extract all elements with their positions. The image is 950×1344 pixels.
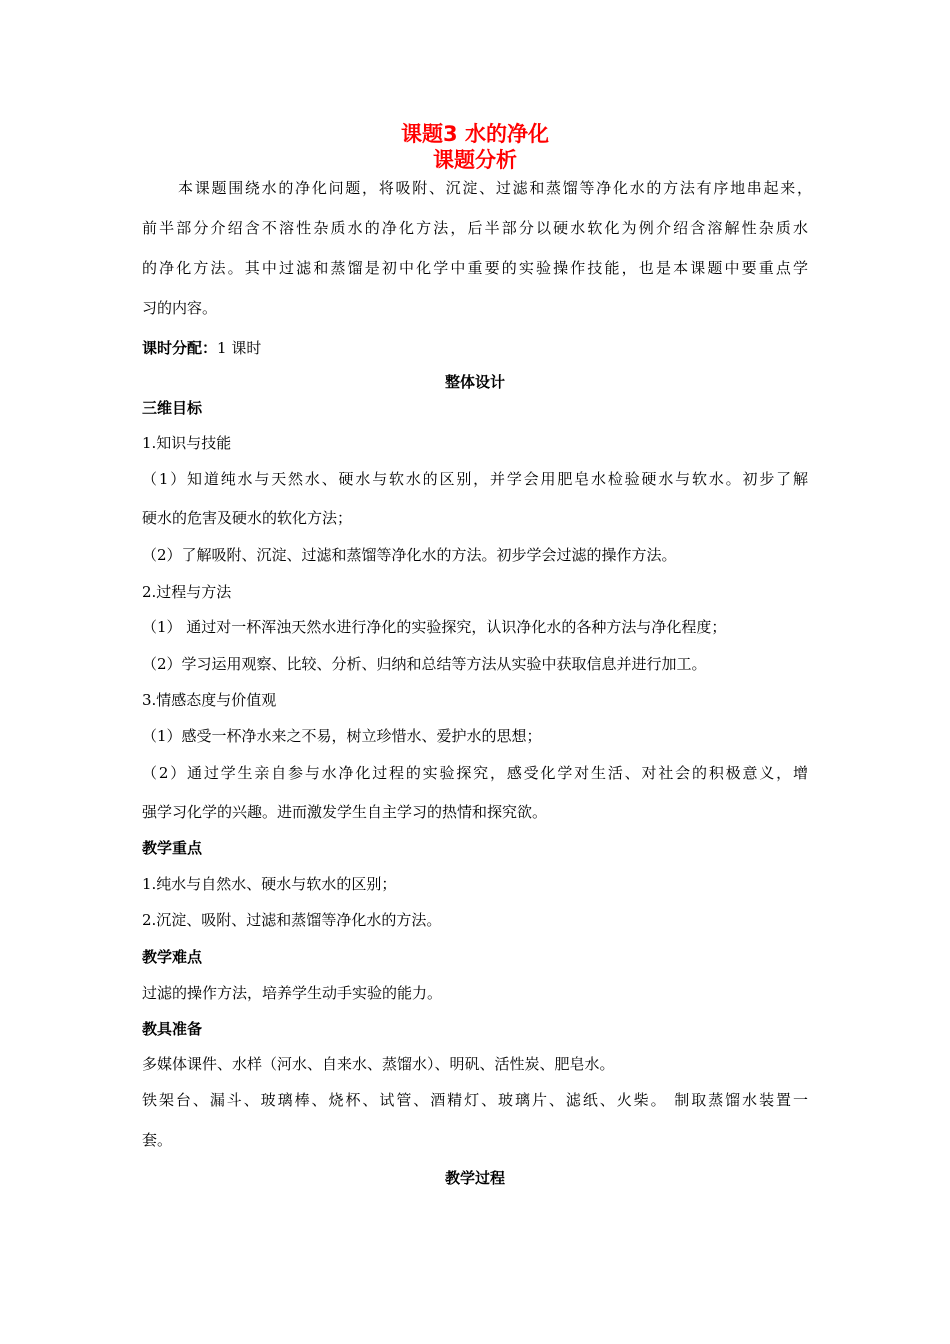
tools-item: 套。: [142, 1131, 173, 1149]
tools-heading: 教具准备: [142, 1020, 203, 1038]
teaching-process-heading: 教学过程: [444, 1169, 505, 1187]
goal1-item: （1）知道纯水与天然水、硬水与软水的区别，并学会用肥皂水检验硬水与软水。初步了解: [142, 470, 808, 488]
lesson-title: 课题3 水的净化: [401, 122, 549, 146]
analysis-line: 的净化方法。其中过滤和蒸馏是初中化学中重要的实验操作技能，也是本课题中要重点学: [142, 259, 808, 277]
goal1-heading: 1.知识与技能: [142, 434, 232, 452]
goal2-heading: 2.过程与方法: [142, 583, 232, 601]
goal1-item: 硬水的危害及硬水的软化方法；: [142, 509, 353, 527]
key-point-item: 2.沉淀、吸附、过滤和蒸馏等净化水的方法。: [142, 911, 442, 929]
goal3-item: （1）感受一杯净水来之不易，树立珍惜水、爱护水的思想；: [142, 727, 542, 745]
goal3-heading: 3.情感态度与价值观: [142, 691, 277, 709]
goal1-item: （2）了解吸附、沉淀、过滤和蒸馏等净化水的方法。初步学会过滤的操作方法。: [142, 546, 677, 564]
hours-value: 1 课时: [217, 339, 262, 357]
goal2-item: （2）学习运用观察、比较、分析、归纳和总结等方法从实验中获取信息并进行加工。: [142, 655, 707, 673]
goal3-item: 强学习化学的兴趣。进而激发学生自主学习的热情和探究欲。: [142, 803, 548, 821]
hours-allocation: [142, 338, 812, 358]
analysis-line: 前半部分介绍含不溶性杂质水的净化方法，后半部分以硬水软化为例介绍含溶解性杂质水: [142, 219, 808, 237]
tools-item: 铁架台、漏斗、玻璃棒、烧杯、试管、酒精灯、玻璃片、滤纸、火柴。 制取蒸馏水装置一: [142, 1091, 808, 1109]
analysis-line: 习的内容。: [142, 299, 218, 317]
key-points-heading: 教学重点: [142, 839, 203, 857]
tools-item: 多媒体课件、水样（河水、自来水、蒸馏水）、明矾、活性炭、肥皂水。: [142, 1055, 615, 1073]
difficulty-text: 过滤的操作方法，培养学生动手实验的能力。: [142, 984, 443, 1002]
goal3-item: （2）通过学生亲自参与水净化过程的实验探究，感受化学对生活、对社会的积极意义，增: [142, 764, 808, 782]
goals-heading: 三维目标: [142, 399, 203, 417]
analysis-line: 本课题围绕水的净化问题，将吸附、沉淀、过滤和蒸馏等净化水的方法有序地串起来，: [178, 179, 812, 197]
goal2-item: （1） 通过对一杯浑浊天然水进行净化的实验探究，认识净化水的各种方法与净化程度；: [142, 618, 727, 636]
lesson-subtitle: 课题分析: [433, 148, 517, 172]
overall-design-heading: 整体设计: [444, 373, 505, 391]
difficulty-heading: 教学难点: [142, 948, 203, 966]
hours-label: 课时分配：: [142, 339, 218, 357]
key-point-item: 1.纯水与自然水、硬水与软水的区别；: [142, 875, 397, 893]
